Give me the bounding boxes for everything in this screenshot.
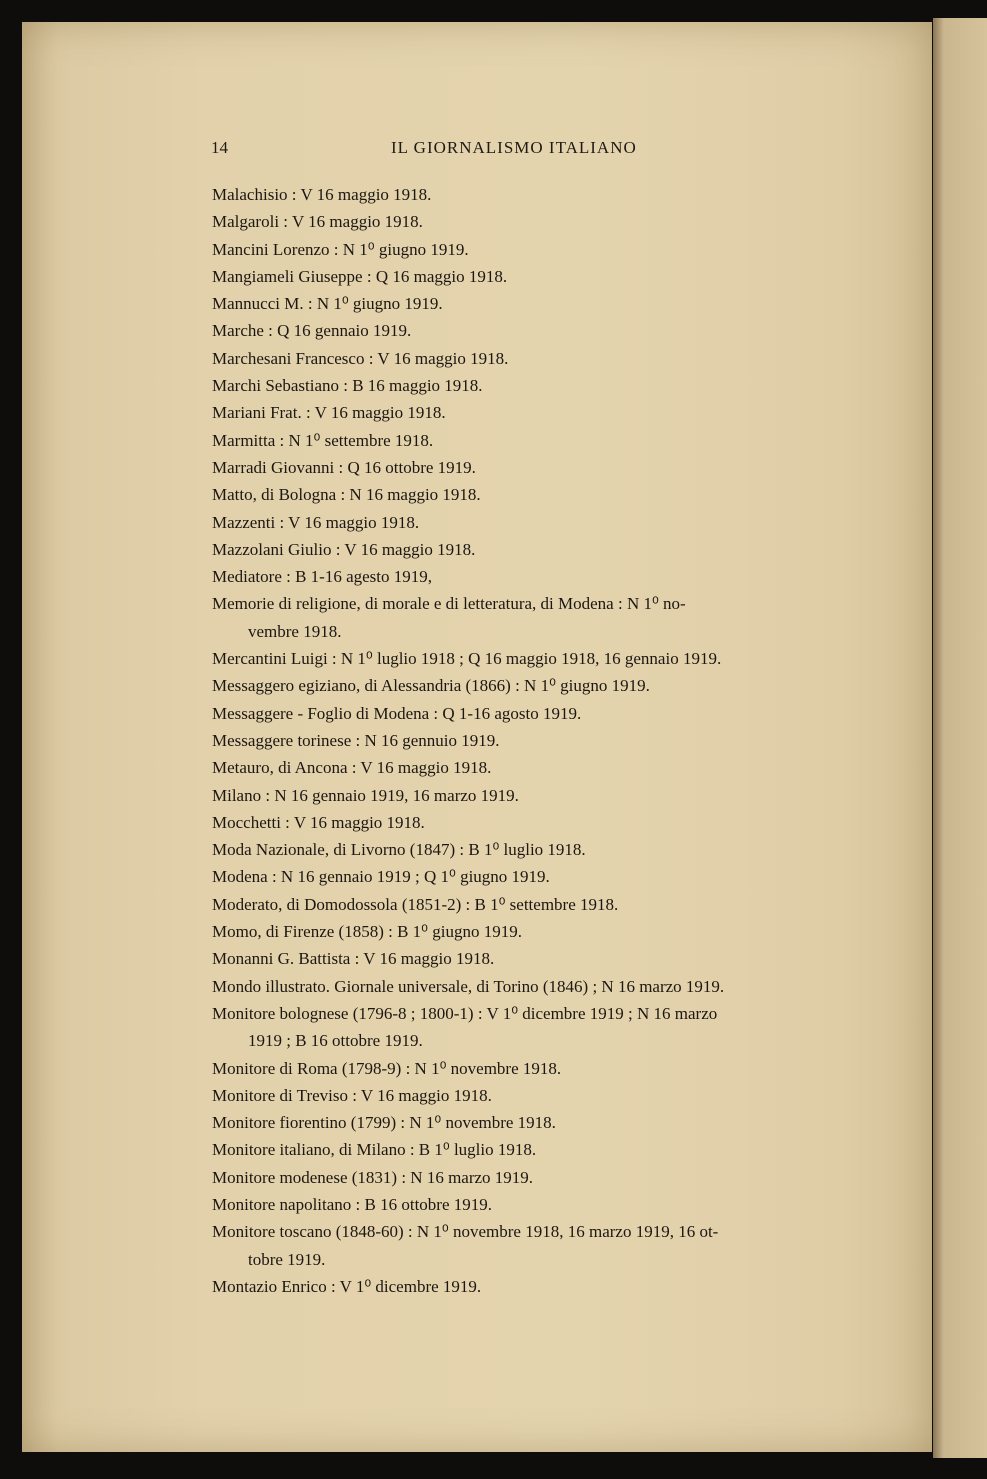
index-entry: Monitore di Treviso : V 16 maggio 1918.	[212, 1085, 492, 1105]
index-entry: Monitore toscano (1848-60) : N 1⁰ novembre 1918, 16 marzo 1919, 16 ot-	[212, 1222, 719, 1242]
index-entry: Mancini Lorenzo : N 1⁰ giugno 1919.	[212, 239, 469, 259]
index-entry: Monanni G. Battista : V 16 maggio 1918.	[212, 949, 495, 969]
page-header	[211, 138, 653, 162]
index-entry: Monitore fiorentino (1799) : N 1⁰ novembre 1918.	[212, 1113, 556, 1133]
index-entry: Messaggere torinese : N 16 gennuio 1919.	[212, 730, 500, 750]
index-entry-continuation: 1919 ; B 16 ottobre 1919.	[248, 1031, 423, 1051]
index-entry: Mazzolani Giulio : V 16 maggio 1918.	[212, 539, 476, 559]
index-entry: Messaggere - Foglio di Modena : Q 1-16 agosto 1919.	[212, 703, 582, 723]
running-title: IL GIORNALISMO ITALIANO	[391, 138, 637, 157]
index-entry: Mangiameli Giuseppe : Q 16 maggio 1918.	[212, 266, 508, 286]
index-entry: Marradi Giovanni : Q 16 ottobre 1919.	[212, 457, 476, 477]
index-entry: Malgaroli : V 16 maggio 1918.	[212, 212, 423, 232]
index-entry: Moda Nazionale, di Livorno (1847) : B 1⁰ luglio 1918.	[212, 840, 586, 860]
index-entry: Messaggero egiziano, di Alessandria (1866) : N 1⁰ giugno 1919.	[212, 676, 650, 696]
index-entry: Modena : N 16 gennaio 1919 ; Q 1⁰ giugno 1919.	[212, 867, 550, 887]
index-entry: Mocchetti : V 16 maggio 1918.	[212, 812, 425, 832]
index-entry: Marchesani Francesco : V 16 maggio 1918.	[212, 348, 509, 368]
index-entry: Milano : N 16 gennaio 1919, 16 marzo 1919.	[212, 785, 519, 805]
index-entry: Mannucci M. : N 1⁰ giugno 1919.	[212, 294, 443, 314]
index-entry: Monitore napolitano : B 16 ottobre 1919.	[212, 1194, 492, 1214]
index-entry-continuation: tobre 1919.	[248, 1249, 326, 1269]
index-entry: Moderato, di Domodossola (1851-2) : B 1⁰ settembre 1918.	[212, 894, 619, 914]
index-entry: Matto, di Bologna : N 16 maggio 1918.	[212, 485, 481, 505]
index-entry: Monitore italiano, di Milano : B 1⁰ luglio 1918.	[212, 1140, 537, 1160]
page-number: 14	[211, 138, 228, 157]
index-entry: Mariani Frat. : V 16 maggio 1918.	[212, 403, 446, 423]
index-entry: Mondo illustrato. Giornale universale, di Torino (1846) ; N 16 marzo 1919.	[212, 976, 725, 996]
index-entry: Mazzenti : V 16 maggio 1918.	[212, 512, 420, 532]
index-entry: Monitore modenese (1831) : N 16 marzo 1919.	[212, 1167, 534, 1187]
index-entry: Mercantini Luigi : N 1⁰ luglio 1918 ; Q 16 maggio 1918, 16 gennaio 1919.	[212, 649, 722, 669]
index-entries	[212, 181, 840, 1300]
index-entry: Memorie di religione, di morale e di letteratura, di Modena : N 1⁰ no-	[212, 594, 686, 614]
index-entry: Monitore di Roma (1798-9) : N 1⁰ novembre 1918.	[212, 1058, 562, 1078]
index-entry: Marmitta : N 1⁰ settembre 1918.	[212, 430, 434, 450]
index-entry: Marchi Sebastiano : B 16 maggio 1918.	[212, 376, 483, 396]
index-entry: Malachisio : V 16 maggio 1918.	[212, 185, 432, 204]
index-entry: Montazio Enrico : V 1⁰ dicembre 1919.	[212, 1276, 482, 1296]
index-entry: Metauro, di Ancona : V 16 maggio 1918.	[212, 758, 492, 778]
index-entry: Marche : Q 16 gennaio 1919.	[212, 321, 412, 341]
index-entry: Monitore bolognese (1796-8 ; 1800-1) : V 1⁰ dicembre 1919 ; N 16 marzo	[212, 1003, 718, 1023]
facing-page-edge	[933, 18, 987, 1458]
index-entry: Momo, di Firenze (1858) : B 1⁰ giugno 1919.	[212, 922, 522, 942]
index-entry: Mediatore : B 1-16 agesto 1919,	[212, 567, 433, 587]
index-entry-continuation: vembre 1918.	[248, 621, 342, 641]
